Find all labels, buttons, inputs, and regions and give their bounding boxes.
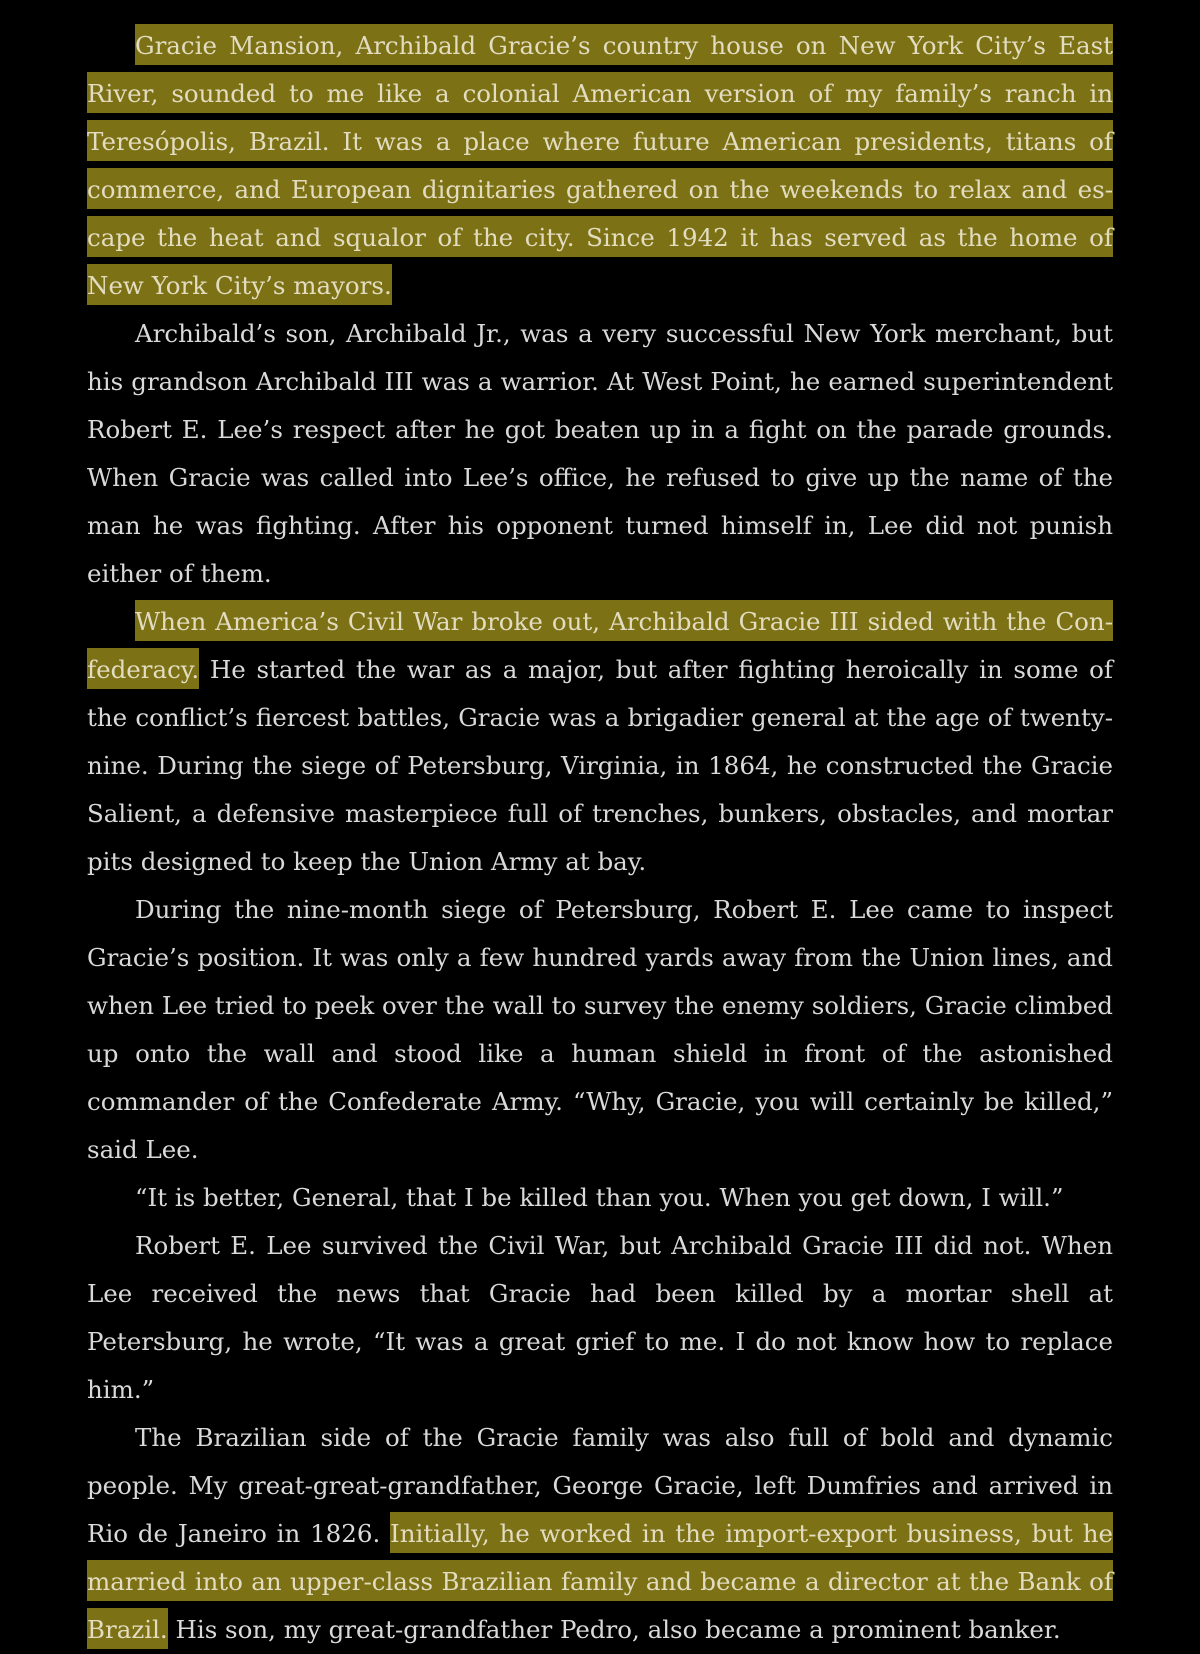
paragraph-text: He started the war as a major, but after fighting heroically in some of the conflict’s fiercest battles, Gracie was a brigadier general at the age of twenty-nine. During the siege of Petersburg, Virginia, in 1864, he constructed the Gracie Salient, a defensive masterpiece full of trenches, bunkers, obstacles, and mortar pits designed to keep the Union Army at bay. [87, 655, 1113, 876]
book-page [87, 22, 1113, 1654]
paragraph-civil-war [87, 598, 1113, 886]
highlighted-passage[interactable]: Gracie Mansion, Archibald Gracie’s country house on New York City’s East River, sounded to me like a colonial American version of my family’s ranch in Teresópolis, Brazil. It was a place where future American presidents, titans of commerce, and European dignitaries gathered on the weekends to relax and escape the heat and squalor of the city. Since 1942 it has served as the home of New York City’s mayors. [87, 24, 1113, 305]
paragraph-siege-of-petersburg [87, 886, 1113, 1174]
paragraph-text: Archibald’s son, Archibald Jr., was a very successful New York merchant, but his grandson Archibald III was a warrior. At West Point, he earned superintendent Robert E. Lee’s respect after he got beaten up in a fight on the parade grounds. When Gracie was called into Lee’s office, he refused to give up the name of the man he was fighting. After his opponent turned himself in, Lee did not punish either of them. [87, 319, 1113, 588]
paragraph-text: “It is better, General, that I be killed than you. When you get down, I will.” [135, 1183, 1064, 1212]
paragraph-text: Robert E. Lee survived the Civil War, but Archibald Gracie III did not. When Lee received the news that Gracie had been killed by a mortar shell at Petersburg, he wrote, “It was a great grief to me. I do not know how to replace him.” [87, 1231, 1113, 1404]
paragraph-text: During the nine-month siege of Petersburg, Robert E. Lee came to inspect Gracie’s position. It was only a few hundred yards away from the Union lines, and when Lee tried to peek over the wall to survey the enemy soldiers, Gracie climbed up onto the wall and stood like a human shield in front of the astonished commander of the Confederate Army. “Why, Gracie, you will certainly be killed,” said Lee. [87, 895, 1113, 1164]
paragraph-gracie-mansion [87, 22, 1113, 310]
paragraph-gracie-reply [87, 1174, 1113, 1222]
paragraph-text-tail: His son, my great-grandfather Pedro, also became a prominent banker. [167, 1615, 1061, 1644]
paragraph-lee-survived [87, 1222, 1113, 1414]
paragraph-text: The Brazilian side of the Gracie family was also full of bold and dynamic people. My great-great-grandfather, George Gracie, left Dumfries and arrived in Rio de Janeiro in 1826. [87, 1423, 1113, 1548]
paragraph-brazilian-side [87, 1414, 1113, 1654]
highlighted-passage[interactable]: When America’s Civil War broke out, Archibald Gracie III sided with the Confederacy. [87, 600, 1113, 689]
paragraph-archibald-jr [87, 310, 1113, 598]
highlighted-passage[interactable]: Initially, he worked in the import-export business, but he married into an upper-class Brazilian family and became a director at the Bank of Brazil. [87, 1512, 1113, 1649]
